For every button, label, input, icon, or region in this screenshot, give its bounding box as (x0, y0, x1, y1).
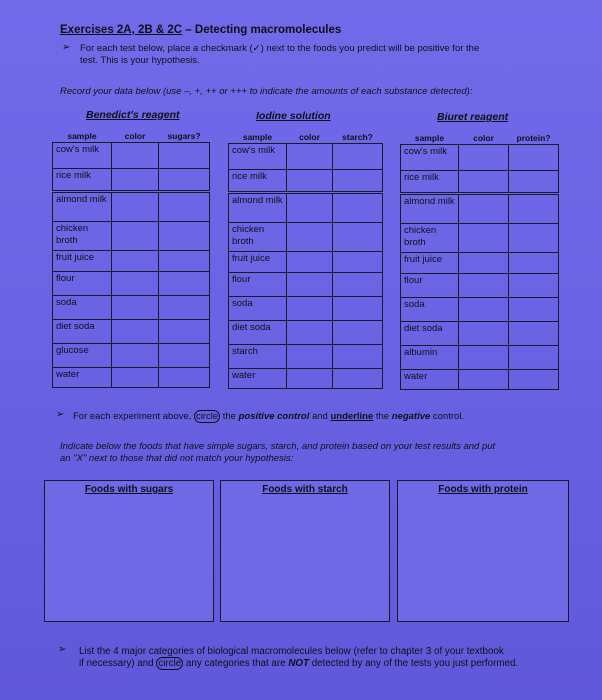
color-cell[interactable] (287, 144, 333, 170)
color-cell[interactable] (112, 296, 159, 320)
benedict-heading: Benedict's reagent (86, 109, 180, 121)
benedict-col-color: color (124, 131, 146, 141)
color-cell[interactable] (459, 274, 509, 298)
color-cell[interactable] (112, 368, 159, 388)
table-row-label: chicken broth (53, 222, 112, 251)
starch-cell[interactable] (333, 223, 383, 252)
protein-cell[interactable] (509, 171, 559, 193)
final-line-2 (79, 658, 518, 670)
color-cell[interactable] (287, 252, 333, 273)
table-row-label: albumin (401, 346, 459, 370)
color-cell[interactable] (287, 223, 333, 252)
controls-text: the (373, 411, 392, 422)
arrow-bullet-icon: ➢ (58, 644, 67, 655)
controls-text: and (309, 411, 331, 422)
protein-cell[interactable] (509, 145, 559, 171)
benedict-table (52, 130, 210, 388)
table-row-label: water (401, 370, 459, 390)
biuret-col-color: color (473, 133, 494, 143)
color-cell[interactable] (287, 345, 333, 369)
color-cell[interactable] (287, 194, 333, 223)
foods-with-protein-heading: Foods with protein (438, 484, 528, 495)
final-text: any categories that are (183, 658, 289, 669)
color-cell[interactable] (112, 344, 159, 368)
table-row-label: almond milk (53, 193, 112, 222)
table-row-label: fruit juice (401, 253, 459, 274)
color-cell[interactable] (459, 224, 509, 253)
color-cell[interactable] (112, 320, 159, 344)
color-cell[interactable] (112, 169, 159, 191)
hypothesis-line-2: test. This is your hypothesis. (80, 55, 200, 66)
biuret-heading: Biuret reagent (437, 111, 509, 123)
table-row-label: fruit juice (229, 252, 287, 273)
negative-control-text: negative (391, 411, 431, 422)
table-row-label: chicken broth (229, 223, 287, 252)
protein-cell[interactable] (509, 322, 559, 346)
sugars-cell[interactable] (159, 143, 210, 169)
record-instruction: Record your data below (use –, +, ++ or +++ to indicate the amounts of each substance detected): (60, 86, 473, 97)
controls-instruction (73, 411, 464, 423)
color-cell[interactable] (459, 145, 509, 171)
table-row-label: soda (53, 296, 112, 320)
foods-with-starch-heading: Foods with starch (262, 484, 348, 495)
sugars-cell[interactable] (159, 251, 210, 272)
benedict-col-sample: sample (67, 131, 97, 141)
foods-with-sugars-box[interactable] (44, 480, 214, 622)
color-cell[interactable] (459, 253, 509, 274)
not-word: NOT (288, 658, 309, 669)
color-cell[interactable] (287, 297, 333, 321)
color-cell[interactable] (287, 369, 333, 389)
color-cell[interactable] (459, 298, 509, 322)
hypothesis-instruction (80, 43, 479, 67)
underline-word: underline (330, 411, 374, 422)
foods-with-protein-box[interactable] (397, 480, 569, 622)
color-cell[interactable] (287, 170, 333, 192)
final-text: detected by any of the tests you just performed. (309, 658, 519, 669)
table-row-label: water (53, 368, 112, 388)
starch-cell[interactable] (333, 345, 383, 369)
protein-cell[interactable] (509, 370, 559, 390)
circle-word: circle (195, 411, 219, 422)
table-row-label: rice milk (53, 169, 112, 191)
title-rest: – Detecting macromolecules (182, 24, 342, 36)
color-cell[interactable] (287, 321, 333, 345)
table-row-label: chicken broth (401, 224, 459, 253)
color-cell[interactable] (459, 171, 509, 193)
title-underlined: Exercises 2A, 2B & 2C (60, 24, 183, 36)
sugars-cell[interactable] (159, 320, 210, 344)
starch-cell[interactable] (333, 194, 383, 223)
color-cell[interactable] (112, 222, 159, 251)
arrow-bullet-icon: ➢ (62, 42, 71, 53)
table-row-label: flour (53, 272, 112, 296)
sugars-cell[interactable] (159, 222, 210, 251)
starch-cell[interactable] (333, 321, 383, 345)
sugars-cell[interactable] (159, 272, 210, 296)
starch-cell[interactable] (333, 273, 383, 297)
biuret-col-sample: sample (414, 133, 445, 143)
indicate-line-2: an "X" next to those that did not match your hypothesis: (60, 453, 294, 464)
iodine-col-color: color (299, 132, 320, 142)
sugars-cell[interactable] (159, 193, 210, 222)
sugars-cell[interactable] (159, 368, 210, 388)
arrow-bullet-icon: ➢ (56, 409, 65, 420)
controls-text: control. (430, 411, 465, 422)
color-cell[interactable] (459, 195, 509, 224)
starch-cell[interactable] (333, 170, 383, 192)
table-row-label: cow's milk (229, 144, 287, 170)
circle-word: circle (158, 658, 182, 669)
color-cell[interactable] (112, 193, 159, 222)
protein-cell[interactable] (509, 253, 559, 274)
starch-cell[interactable] (333, 144, 383, 170)
sugars-cell[interactable] (159, 344, 210, 368)
table-row-label: rice milk (229, 170, 287, 192)
table-row-label: diet soda (53, 320, 112, 344)
controls-text: For each experiment above, (73, 411, 194, 422)
indicate-instruction (60, 441, 495, 465)
iodine-heading: Iodine solution (256, 110, 331, 122)
table-row-label: soda (401, 298, 459, 322)
hypothesis-line-1: For each test below, place a checkmark (✓) next to the foods you predict will be positive for the (80, 43, 480, 54)
sugars-cell[interactable] (159, 169, 210, 191)
color-cell[interactable] (287, 273, 333, 297)
protein-cell[interactable] (509, 195, 559, 224)
final-text: if necessary) and (79, 658, 157, 669)
table-row-label: starch (229, 345, 287, 369)
foods-with-starch-box[interactable] (220, 480, 390, 622)
starch-cell[interactable] (333, 369, 383, 389)
iodine-col-starch: starch? (342, 132, 373, 142)
color-cell[interactable] (459, 346, 509, 370)
iodine-col-sample: sample (242, 132, 273, 142)
table-row-label: soda (229, 297, 287, 321)
table-row-label: cow's milk (53, 143, 112, 169)
iodine-table (228, 131, 383, 389)
indicate-line-1: Indicate below the foods that have simple sugars, starch, and protein based on your test results and put (60, 441, 496, 452)
benedict-col-sugars: sugars? (167, 131, 201, 141)
table-row-label: diet soda (401, 322, 459, 346)
color-cell[interactable] (112, 143, 159, 169)
biuret-table (400, 132, 559, 390)
table-row-label: almond milk (229, 194, 287, 223)
color-cell[interactable] (112, 251, 159, 272)
table-row-label: cow's milk (401, 145, 459, 171)
color-cell[interactable] (459, 370, 509, 390)
table-row-label: water (229, 369, 287, 389)
color-cell[interactable] (112, 272, 159, 296)
biuret-col-protein: protein? (516, 133, 551, 143)
starch-cell[interactable] (333, 297, 383, 321)
table-row-label: diet soda (229, 321, 287, 345)
foods-with-sugars-heading: Foods with sugars (84, 484, 174, 495)
table-row-label: flour (229, 273, 287, 297)
table-row-label: rice milk (401, 171, 459, 193)
controls-text: the (220, 411, 239, 422)
final-line-1: List the 4 major categories of biological macromolecules below (refer to chapter 3 of your textbook (79, 646, 504, 657)
color-cell[interactable] (459, 322, 509, 346)
protein-cell[interactable] (509, 224, 559, 253)
protein-cell[interactable] (509, 346, 559, 370)
table-row-label: glucose (53, 344, 112, 368)
table-row-label: fruit juice (53, 251, 112, 272)
table-row-label: flour (401, 274, 459, 298)
protein-cell[interactable] (509, 298, 559, 322)
final-instruction (79, 646, 518, 670)
protein-cell[interactable] (509, 274, 559, 298)
table-row-label: almond milk (401, 195, 459, 224)
page-title (60, 24, 341, 36)
starch-cell[interactable] (333, 252, 383, 273)
sugars-cell[interactable] (159, 296, 210, 320)
positive-control-text: positive control (238, 411, 310, 422)
